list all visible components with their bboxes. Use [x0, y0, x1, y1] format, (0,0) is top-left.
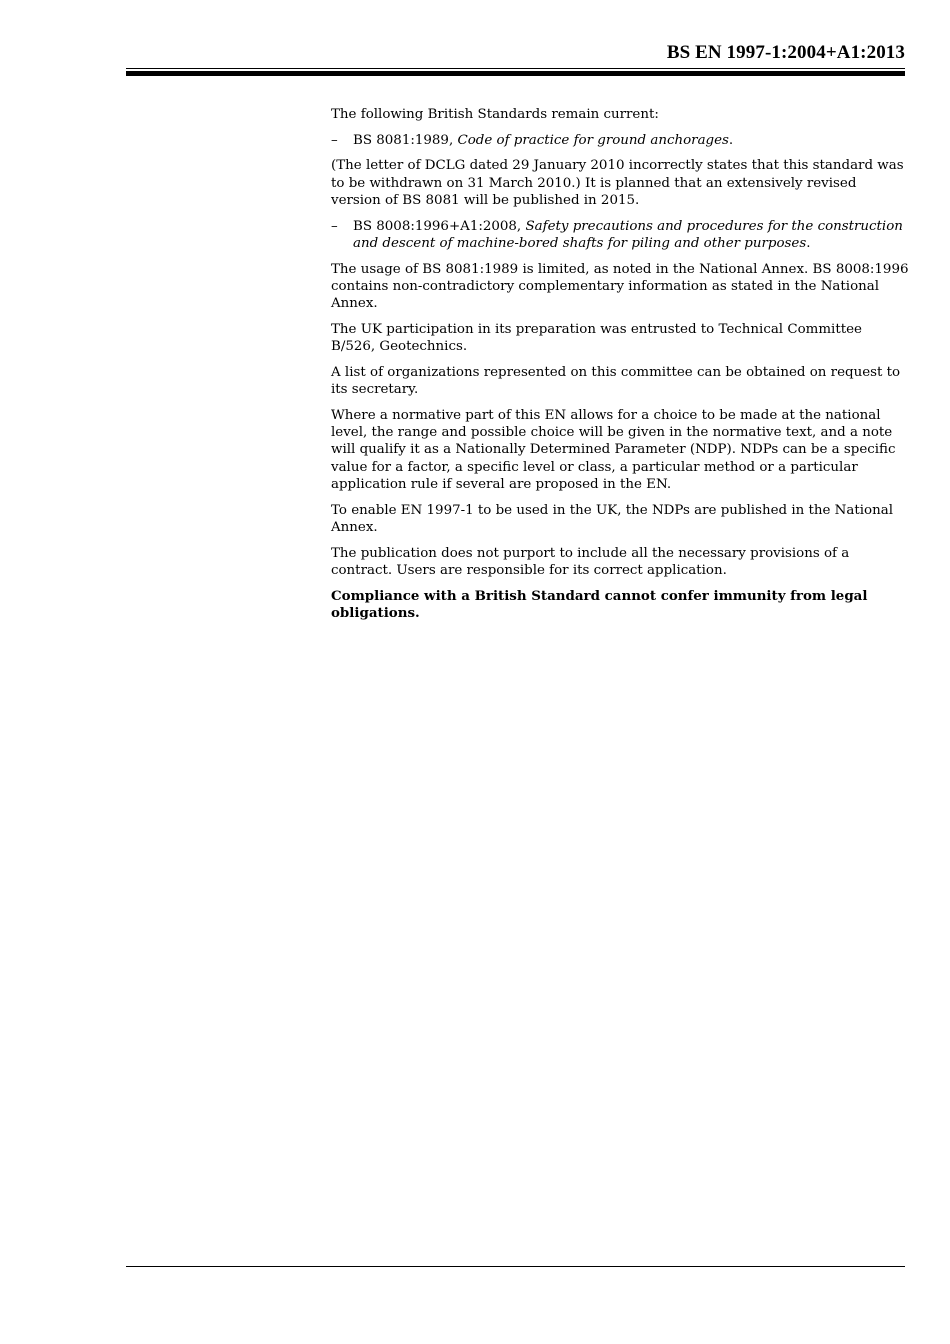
list-item-end: .: [806, 235, 811, 251]
document-body: [331, 106, 909, 631]
compliance-statement: Compliance with a British Standard cannot confer immunity from legal obligations.: [331, 587, 868, 622]
header-rule-thick: [126, 71, 905, 76]
list-item-bs8008: [331, 218, 909, 253]
standard-reference: BS 8081:1989,: [353, 132, 458, 148]
footer-rule: [126, 1266, 905, 1267]
list-item-bs8081: [331, 132, 909, 149]
contract-paragraph: The publication does not purport to include all the necessary provisions of a contract. Users are responsible for its correct application.: [331, 545, 850, 579]
standard-reference: BS 8008:1996+A1:2008,: [353, 218, 526, 234]
header-rule-thin: [126, 68, 905, 69]
committee-paragraph: The UK participation in its preparation was entrusted to Technical Committee B/526, Geotechnics.: [331, 321, 862, 355]
list-item-end: .: [728, 132, 734, 148]
intro-paragraph: The following British Standards remain current:: [331, 107, 659, 122]
list-dash: –: [331, 218, 338, 234]
standard-title: Safety precautions and procedures for the construction and descent of machine-bored shafts for piling and other purposes: [353, 218, 903, 251]
organizations-paragraph: A list of organizations represented on this committee can be obtained on request to its secretary.: [331, 364, 901, 398]
page-header-title: BS EN 1997-1:2004+A1:2013: [666, 42, 905, 63]
standard-title: Code of practice for ground anchorages: [457, 132, 729, 148]
dclg-paragraph: (The letter of DCLG dated 29 January 2010 incorrectly states that this standard was to be withdrawn on 31 March 2010.) It is planned that an extensively revised version of BS 8081 will be published in 2015.: [331, 158, 904, 208]
enable-paragraph: To enable EN 1997-1 to be used in the UK, the NDPs are published in the National Annex.: [331, 502, 893, 536]
ndp-paragraph: Where a normative part of this EN allows for a choice to be made at the national level, the range and possible choice will be given in the normative text, and a note will qualify it as a Nationally Determined Parameter (NDP). NDPs can be a specific value for a factor, a specific level or class, a particular method or a particular application rule if several are proposed in the EN.: [331, 407, 896, 493]
list-dash: –: [331, 132, 338, 148]
usage-paragraph: The usage of BS 8081:1989 is limited, as noted in the National Annex. BS 8008:1996 contains non-contradictory complementary information as stated in the National Annex.: [331, 261, 909, 312]
